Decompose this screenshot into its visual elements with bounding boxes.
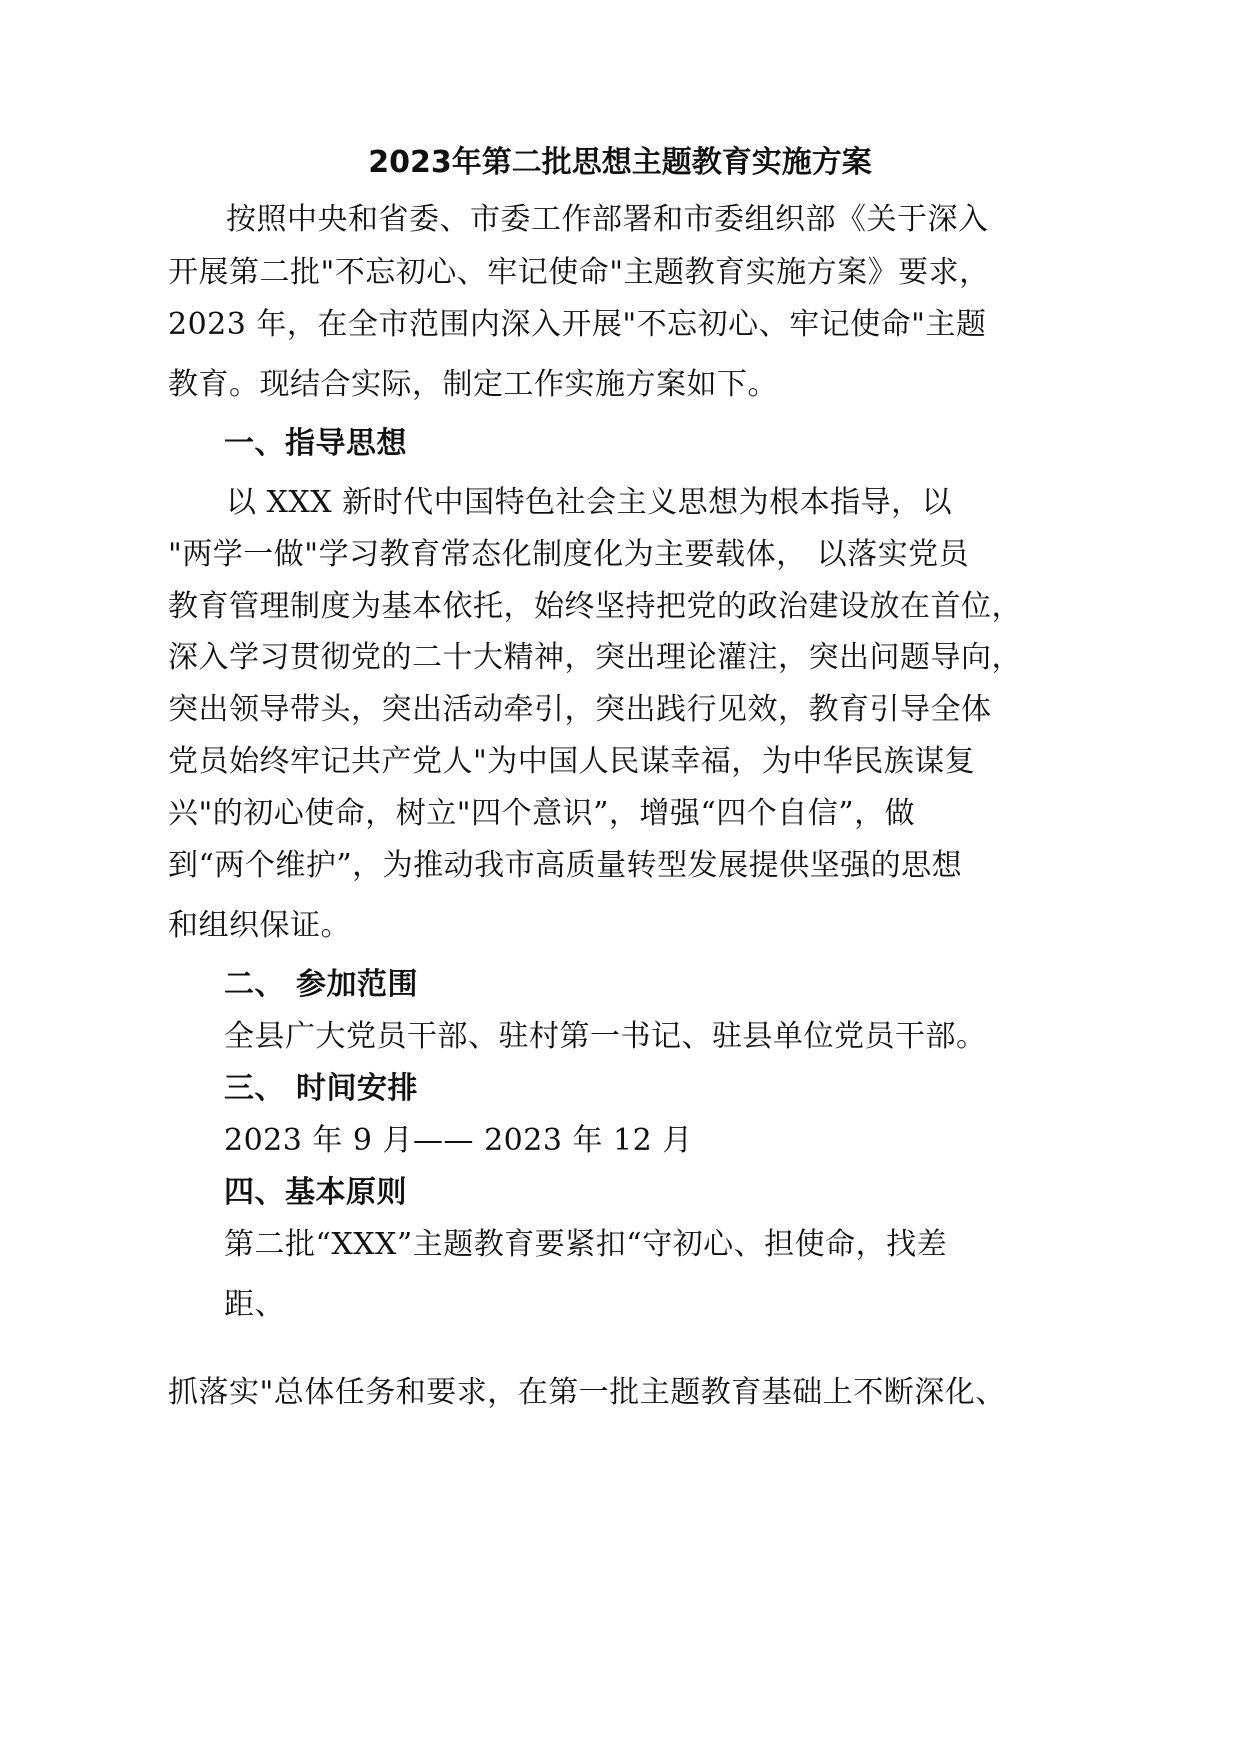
intro-line: 开展第二批"不忘初心、牢记使命"主题教育实施方案》要求， — [168, 255, 990, 290]
paragraph-line: 以 XXX 新时代中国特色社会主义思想为根本指导，以 — [226, 485, 953, 520]
paragraph-line: 到“两个维护”，为推动我市高质量转型发展提供坚强的思想 — [168, 848, 963, 883]
intro-line: 2023 年，在全市范围内深入开展"不忘初心、牢记使命"主题 — [168, 307, 987, 342]
paragraph-line: 抓落实"总体任务和要求，在第一批主题教育基础上不断深化、 — [168, 1375, 1006, 1410]
section-heading: 一、指导思想 — [224, 426, 407, 461]
paragraph-line: 兴"的初心使命，树立"四个意识”，增强“四个自信”，做 — [168, 796, 916, 831]
paragraph-line: 距、 — [224, 1287, 285, 1322]
document-title: 2023年第二批思想主题教育实施方案 — [368, 145, 872, 180]
paragraph-line: 全县广大党员干部、驻村第一书记、驻县单位党员干部。 — [224, 1019, 987, 1054]
intro-line: 教育。现结合实际，制定工作实施方案如下。 — [168, 367, 778, 402]
section-heading: 四、基本原则 — [224, 1175, 407, 1210]
section-heading: 二、 参加范围 — [224, 967, 418, 1002]
paragraph-line: 2023 年 9 月—— 2023 年 12 月 — [224, 1123, 693, 1158]
paragraph-line: 和组织保证。 — [168, 908, 351, 943]
paragraph-line: 第二批“XXX”主题教育要紧扣“守初心、担使命，找差 — [224, 1227, 948, 1262]
intro-line: 按照中央和省委、市委工作部署和市委组织部《关于深入 — [226, 202, 989, 237]
paragraph-line: "两学一做"学习教育常态化制度化为主要载体， 以落实党员 — [168, 537, 970, 572]
paragraph-line: 教育管理制度为基本依托，始终坚持把党的政治建设放在首位， — [168, 589, 1022, 624]
section-heading: 三、 时间安排 — [224, 1071, 418, 1106]
paragraph-line: 突出领导带头，突出活动牵引，突出践行见效，教育引导全体 — [168, 692, 992, 727]
paragraph-line: 深入学习贯彻党的二十大精神，突出理论灌注，突出问题导向， — [168, 640, 1022, 675]
paragraph-line: 党员始终牢记共产党人"为中国人民谋幸福，为中华民族谋复 — [168, 744, 976, 779]
